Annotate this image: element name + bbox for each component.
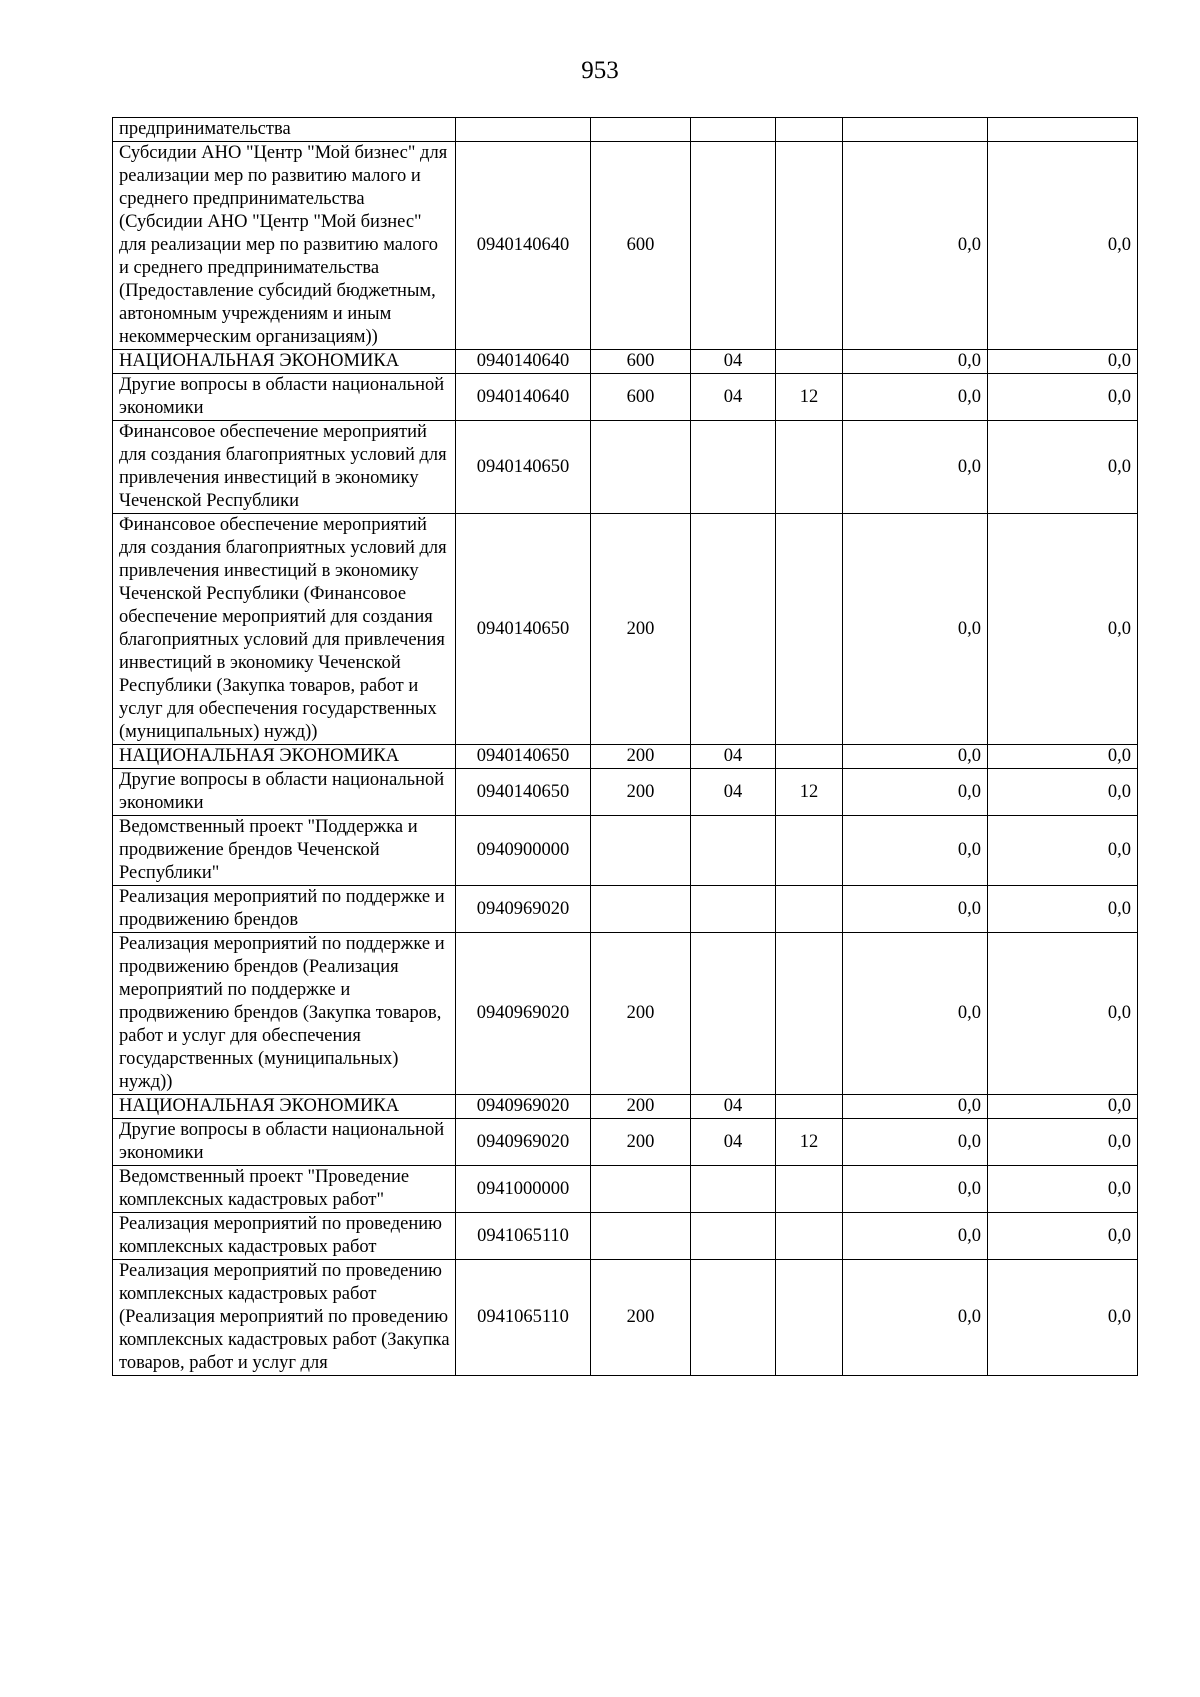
expense-type-code-cell — [591, 816, 691, 886]
expense-type-code-cell — [591, 421, 691, 514]
expense-type-code-cell: 600 — [591, 374, 691, 421]
section-code-cell — [691, 1260, 776, 1376]
amount-year-2-cell: 0,0 — [988, 514, 1138, 745]
section-code-cell — [691, 933, 776, 1095]
subsection-code-cell: 12 — [776, 769, 843, 816]
section-code-cell: 04 — [691, 1119, 776, 1166]
amount-year-1-cell: 0,0 — [843, 933, 988, 1095]
amount-year-1-cell: 0,0 — [843, 769, 988, 816]
subsection-code-cell — [776, 514, 843, 745]
row-name-cell: Реализация мероприятий по проведению комплексных кадастровых работ (Реализация мероприятий по проведению комплексных кадастровых работ (Закупка товаров, работ и услуг для — [113, 1260, 456, 1376]
row-name-cell: Реализация мероприятий по поддержке и продвижению брендов (Реализация мероприятий по поддержке и продвижению брендов (Закупка товаров, работ и услуг для обеспечения государственных (муниципальных) нужд)) — [113, 933, 456, 1095]
amount-year-2-cell: 0,0 — [988, 886, 1138, 933]
row-name-cell: Реализация мероприятий по поддержке и продвижению брендов — [113, 886, 456, 933]
subsection-code-cell — [776, 142, 843, 350]
table-row — [113, 1119, 1138, 1166]
section-code-cell — [691, 421, 776, 514]
row-name-cell: Финансовое обеспечение мероприятий для создания благоприятных условий для привлечения инвестиций в экономику Чеченской Республики (Финансовое обеспечение мероприятий для создания благоприятных условий для привлечения инвестиций в экономику Чеченской Республики (Закупка товаров, работ и услуг для обеспечения государственных (муниципальных) нужд)) — [113, 514, 456, 745]
section-code-cell: 04 — [691, 769, 776, 816]
amount-year-2-cell: 0,0 — [988, 350, 1138, 374]
expense-type-code-cell: 200 — [591, 1095, 691, 1119]
section-code-cell — [691, 1166, 776, 1213]
expense-type-code-cell: 200 — [591, 745, 691, 769]
row-name-cell: Ведомственный проект "Поддержка и продвижение брендов Чеченской Республики" — [113, 816, 456, 886]
table-row — [113, 374, 1138, 421]
target-article-code-cell: 0940140640 — [456, 350, 591, 374]
section-code-cell — [691, 514, 776, 745]
row-name-cell: Другие вопросы в области национальной экономики — [113, 374, 456, 421]
amount-year-2-cell: 0,0 — [988, 769, 1138, 816]
target-article-code-cell — [456, 118, 591, 142]
amount-year-1-cell: 0,0 — [843, 1119, 988, 1166]
target-article-code-cell: 0940969020 — [456, 1119, 591, 1166]
amount-year-1-cell: 0,0 — [843, 1095, 988, 1119]
subsection-code-cell — [776, 1213, 843, 1260]
amount-year-2-cell: 0,0 — [988, 142, 1138, 350]
amount-year-1-cell: 0,0 — [843, 374, 988, 421]
row-name-cell: Реализация мероприятий по проведению комплексных кадастровых работ — [113, 1213, 456, 1260]
section-code-cell — [691, 118, 776, 142]
expense-type-code-cell: 200 — [591, 1260, 691, 1376]
table-row — [113, 1095, 1138, 1119]
page-number: 953 — [581, 57, 619, 84]
amount-year-1-cell: 0,0 — [843, 421, 988, 514]
target-article-code-cell: 0941000000 — [456, 1166, 591, 1213]
amount-year-2-cell: 0,0 — [988, 1166, 1138, 1213]
table-row — [113, 816, 1138, 886]
subsection-code-cell — [776, 1095, 843, 1119]
subsection-code-cell — [776, 421, 843, 514]
amount-year-1-cell: 0,0 — [843, 1213, 988, 1260]
subsection-code-cell — [776, 1166, 843, 1213]
target-article-code-cell: 0940140650 — [456, 514, 591, 745]
expense-type-code-cell — [591, 118, 691, 142]
table-row — [113, 118, 1138, 142]
target-article-code-cell: 0940140650 — [456, 769, 591, 816]
budget-table-body — [113, 118, 1138, 1376]
subsection-code-cell — [776, 118, 843, 142]
amount-year-2-cell: 0,0 — [988, 933, 1138, 1095]
expense-type-code-cell: 600 — [591, 142, 691, 350]
row-name-cell: НАЦИОНАЛЬНАЯ ЭКОНОМИКА — [113, 745, 456, 769]
target-article-code-cell: 0940140650 — [456, 421, 591, 514]
expense-type-code-cell: 600 — [591, 350, 691, 374]
target-article-code-cell: 0940140640 — [456, 142, 591, 350]
table-row — [113, 350, 1138, 374]
target-article-code-cell: 0940969020 — [456, 1095, 591, 1119]
section-code-cell: 04 — [691, 745, 776, 769]
subsection-code-cell — [776, 1260, 843, 1376]
amount-year-2-cell — [988, 118, 1138, 142]
row-name-cell: Ведомственный проект "Проведение комплексных кадастровых работ" — [113, 1166, 456, 1213]
target-article-code-cell: 0940140650 — [456, 745, 591, 769]
subsection-code-cell — [776, 886, 843, 933]
amount-year-1-cell: 0,0 — [843, 745, 988, 769]
row-name-cell: НАЦИОНАЛЬНАЯ ЭКОНОМИКА — [113, 350, 456, 374]
amount-year-2-cell: 0,0 — [988, 421, 1138, 514]
row-name-cell: Другие вопросы в области национальной экономики — [113, 1119, 456, 1166]
expense-type-code-cell: 200 — [591, 514, 691, 745]
section-code-cell — [691, 142, 776, 350]
expense-type-code-cell — [591, 1166, 691, 1213]
table-row — [113, 1166, 1138, 1213]
table-row — [113, 1213, 1138, 1260]
row-name-cell: Другие вопросы в области национальной экономики — [113, 769, 456, 816]
amount-year-2-cell: 0,0 — [988, 816, 1138, 886]
amount-year-1-cell: 0,0 — [843, 350, 988, 374]
amount-year-1-cell: 0,0 — [843, 1260, 988, 1376]
row-name-cell: НАЦИОНАЛЬНАЯ ЭКОНОМИКА — [113, 1095, 456, 1119]
subsection-code-cell: 12 — [776, 1119, 843, 1166]
target-article-code-cell: 0940969020 — [456, 933, 591, 1095]
subsection-code-cell — [776, 816, 843, 886]
table-row — [113, 745, 1138, 769]
section-code-cell: 04 — [691, 350, 776, 374]
budget-table — [112, 117, 1138, 1376]
target-article-code-cell: 0940140640 — [456, 374, 591, 421]
amount-year-2-cell: 0,0 — [988, 1119, 1138, 1166]
expense-type-code-cell — [591, 886, 691, 933]
amount-year-2-cell: 0,0 — [988, 1095, 1138, 1119]
section-code-cell — [691, 816, 776, 886]
table-row — [113, 933, 1138, 1095]
amount-year-2-cell: 0,0 — [988, 745, 1138, 769]
table-row — [113, 769, 1138, 816]
amount-year-2-cell: 0,0 — [988, 374, 1138, 421]
target-article-code-cell: 0941065110 — [456, 1260, 591, 1376]
target-article-code-cell: 0941065110 — [456, 1213, 591, 1260]
amount-year-1-cell: 0,0 — [843, 816, 988, 886]
section-code-cell — [691, 886, 776, 933]
amount-year-1-cell — [843, 118, 988, 142]
expense-type-code-cell — [591, 1213, 691, 1260]
target-article-code-cell: 0940969020 — [456, 886, 591, 933]
section-code-cell: 04 — [691, 1095, 776, 1119]
amount-year-1-cell: 0,0 — [843, 514, 988, 745]
amount-year-1-cell: 0,0 — [843, 886, 988, 933]
target-article-code-cell: 0940900000 — [456, 816, 591, 886]
subsection-code-cell — [776, 745, 843, 769]
table-row — [113, 886, 1138, 933]
table-row — [113, 142, 1138, 350]
row-name-cell: Субсидии АНО "Центр "Мой бизнес" для реализации мер по развитию малого и среднего предпринимательства (Субсидии АНО "Центр "Мой бизнес" для реализации мер по развитию малого и среднего предпринимательства (Предоставление субсидий бюджетным, автономным учреждениям и иным некоммерческим организациям)) — [113, 142, 456, 350]
expense-type-code-cell: 200 — [591, 769, 691, 816]
row-name-cell: предпринимательства — [113, 118, 456, 142]
table-row — [113, 1260, 1138, 1376]
expense-type-code-cell: 200 — [591, 1119, 691, 1166]
section-code-cell — [691, 1213, 776, 1260]
row-name-cell: Финансовое обеспечение мероприятий для создания благоприятных условий для привлечения инвестиций в экономику Чеченской Республики — [113, 421, 456, 514]
subsection-code-cell — [776, 933, 843, 1095]
subsection-code-cell — [776, 350, 843, 374]
amount-year-1-cell: 0,0 — [843, 1166, 988, 1213]
expense-type-code-cell: 200 — [591, 933, 691, 1095]
table-row — [113, 421, 1138, 514]
amount-year-2-cell: 0,0 — [988, 1213, 1138, 1260]
section-code-cell: 04 — [691, 374, 776, 421]
amount-year-1-cell: 0,0 — [843, 142, 988, 350]
subsection-code-cell: 12 — [776, 374, 843, 421]
table-row — [113, 514, 1138, 745]
amount-year-2-cell: 0,0 — [988, 1260, 1138, 1376]
